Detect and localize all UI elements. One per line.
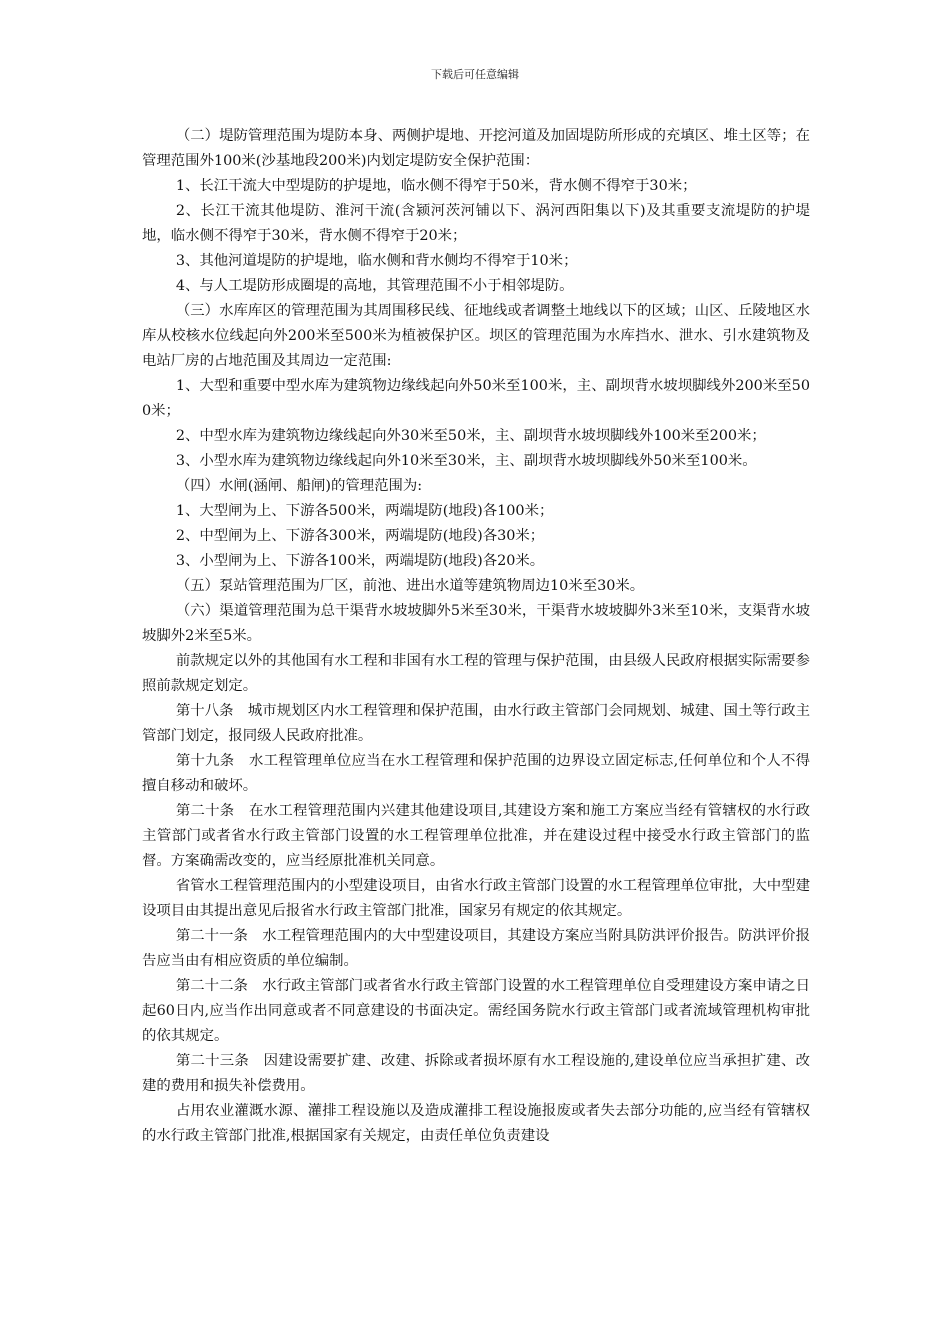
paragraph-24: 占用农业灌溉水源、灌排工程设施以及造成灌排工程设施报废或者失去部分功能的,应当经有管辖权的水行政主管部门批准,根据国家有关规定，由责任单位负责建设	[142, 1103, 810, 1144]
paragraph-13: 3、小型闸为上、下游各100米，两端堤防(地段)各20米。	[175, 553, 545, 569]
paragraph-7: 1、大型和重要中型水库为建筑物边缘线起向外50米至100米，主、副坝背水坡坝脚线外200米至500米；	[142, 378, 810, 419]
document-body	[142, 124, 810, 1149]
paragraph-17: 第十八条 城市规划区内水工程管理和保护范围，由水行政主管部门会同规划、城建、国土等行政主管部门划定，报同级人民政府批准。	[142, 703, 810, 744]
paragraph-22: 第二十二条 水行政主管部门或者省水行政主管部门设置的水工程管理单位自受理建设方案申请之日起60日内,应当作出同意或者不同意建设的书面决定。需经国务院水行政主管部门或者流域管理机构审批的依其规定。	[142, 978, 810, 1044]
paragraph-12: 2、中型闸为上、下游各300米，两端堤防(地段)各30米；	[175, 528, 545, 544]
paragraph-18: 第十九条 水工程管理单位应当在水工程管理和保护范围的边界设立固定标志,任何单位和个人不得擅自移动和破坏。	[142, 753, 810, 794]
paragraph-6: （三）水库库区的管理范围为其周围移民线、征地线或者调整土地线以下的区域；山区、丘陵地区水库从校核水位线起向外200米至500米为植被保护区。坝区的管理范围为水库挡水、泄水、引水建筑物及电站厂房的占地范围及其周边一定范围:	[142, 303, 810, 369]
paragraph-5: 4、与人工堤防形成圈堤的高地，其管理范围不小于相邻堤防。	[175, 278, 574, 294]
paragraph-14: （五）泵站管理范围为厂区，前池、进出水道等建筑物周边10米至30米。	[175, 578, 645, 594]
paragraph-4: 3、其他河道堤防的护堤地，临水侧和背水侧均不得窄于10米；	[175, 253, 578, 269]
paragraph-15: （六）渠道管理范围为总干渠背水坡坡脚外5米至30米，干渠背水坡坡脚外3米至10米，支渠背水坡坡脚外2米至5米。	[142, 603, 810, 644]
paragraph-3: 2、长江干流其他堤防、淮河干流(含颍河茨河铺以下、涡河西阳集以下)及其重要支流堤防的护堤地，临水侧不得窄于30米，背水侧不得窄于20米；	[142, 203, 810, 244]
paragraph-11: 1、大型闸为上、下游各500米，两端堤防(地段)各100米；	[175, 503, 554, 519]
paragraph-21: 第二十一条 水工程管理范围内的大中型建设项目，其建设方案应当附具防洪评价报告。防洪评价报告应当由有相应资质的单位编制。	[142, 928, 810, 969]
paragraph-23: 第二十三条 因建设需要扩建、改建、拆除或者损坏原有水工程设施的,建设单位应当承担扩建、改建的费用和损失补偿费用。	[142, 1053, 810, 1094]
paragraph-10: （四）水闸(涵闸、船闸)的管理范围为:	[175, 478, 423, 494]
paragraph-16: 前款规定以外的其他国有水工程和非国有水工程的管理与保护范围，由县级人民政府根据实际需要参照前款规定划定。	[142, 653, 810, 694]
paragraph-2: 1、长江干流大中型堤防的护堤地，临水侧不得窄于50米，背水侧不得窄于30米；	[175, 178, 697, 194]
paragraph-9: 3、小型水库为建筑物边缘线起向外10米至30米，主、副坝背水坡坝脚线外50米至100米。	[175, 453, 757, 469]
page-header: 下载后可任意编辑	[431, 68, 519, 81]
paragraph-1: （二）堤防管理范围为堤防本身、两侧护堤地、开挖河道及加固堤防所形成的充填区、堆土区等；在管理范围外100米(沙基地段200米)内划定堤防安全保护范围：	[142, 128, 810, 169]
paragraph-20: 省管水工程管理范围内的小型建设项目，由省水行政主管部门设置的水工程管理单位审批，大中型建设项目由其提出意见后报省水行政主管部门批准，国家另有规定的依其规定。	[142, 878, 810, 919]
paragraph-19: 第二十条 在水工程管理范围内兴建其他建设项目,其建设方案和施工方案应当经有管辖权的水行政主管部门或者省水行政主管部门设置的水工程管理单位批准，并在建设过程中接受水行政主管部门的监督。方案确需改变的，应当经原批准机关同意。	[142, 803, 810, 869]
paragraph-8: 2、中型水库为建筑物边缘线起向外30米至50米，主、副坝背水坡坝脚线外100米至200米；	[175, 428, 766, 444]
